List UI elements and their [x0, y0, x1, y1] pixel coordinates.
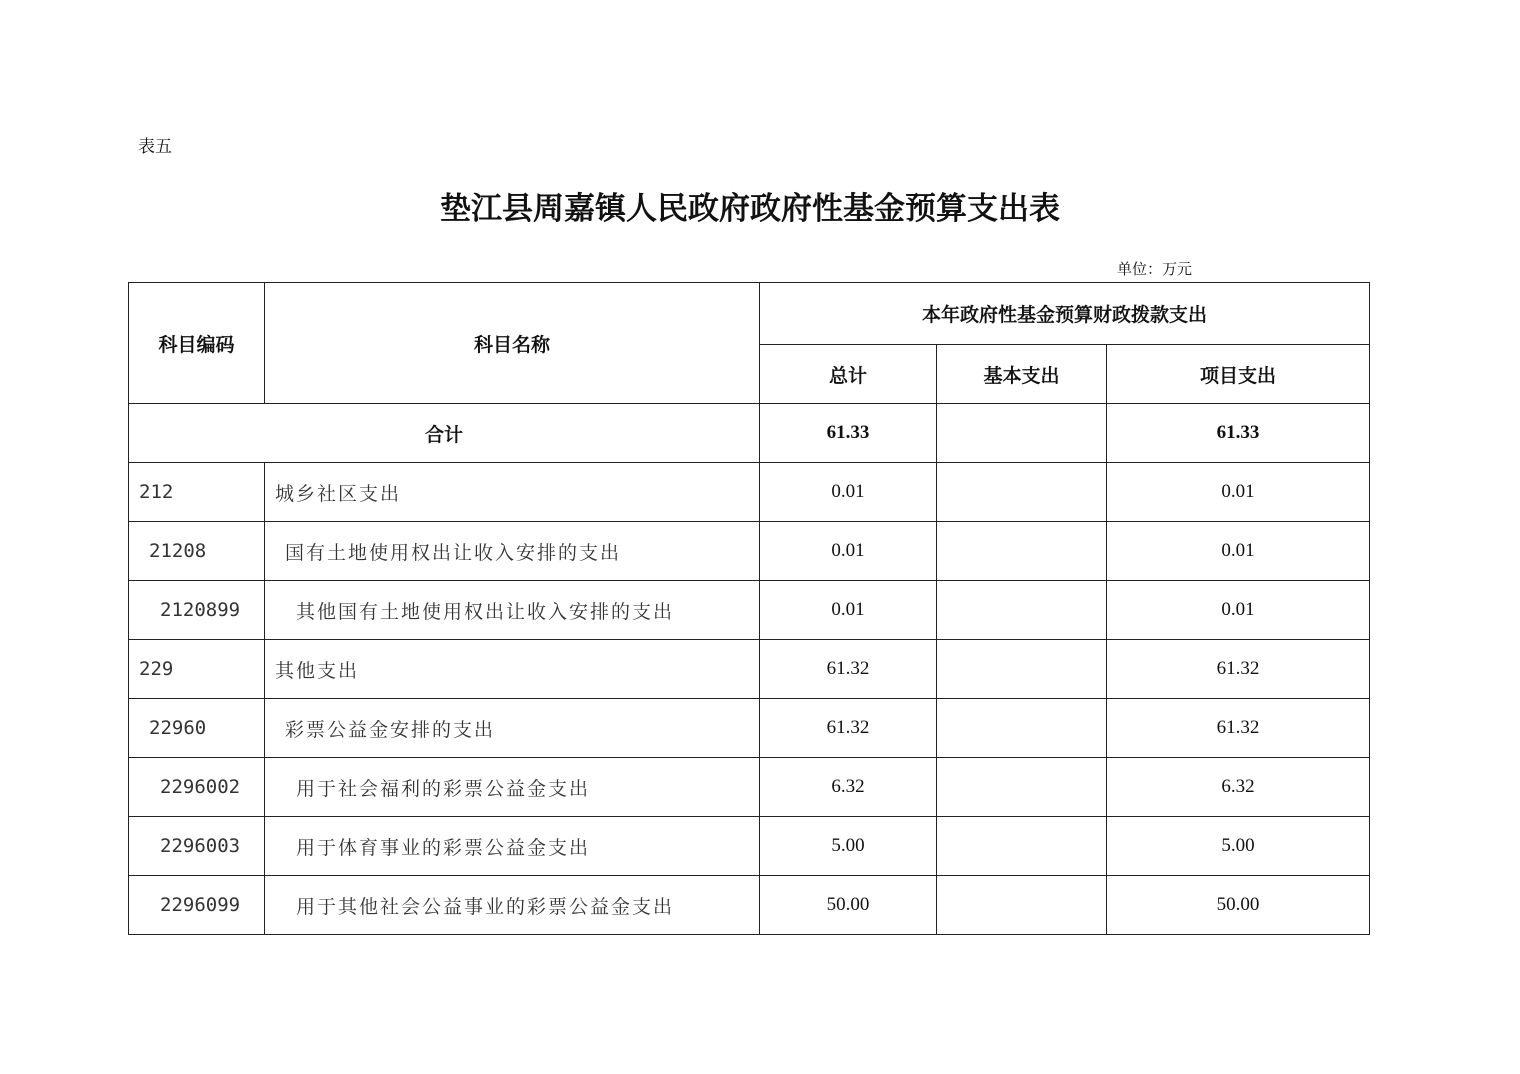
- row-total: 0.01: [760, 522, 937, 581]
- row-project: 61.32: [1107, 640, 1370, 699]
- row-basic: [937, 817, 1107, 876]
- row-code: 2296003: [129, 817, 265, 876]
- row-name: 国有土地使用权出让收入安排的支出: [265, 522, 760, 581]
- row-name: 用于体育事业的彩票公益金支出: [265, 817, 760, 876]
- row-name: 城乡社区支出: [265, 463, 760, 522]
- page-title: 垫江县周嘉镇人民政府政府性基金预算支出表: [440, 191, 1060, 227]
- header-group: 本年政府性基金预算财政拨款支出: [760, 283, 1370, 345]
- row-name: 用于社会福利的彩票公益金支出: [265, 758, 760, 817]
- header-basic: 基本支出: [937, 345, 1107, 404]
- table-row: [129, 640, 1370, 699]
- row-total: 50.00: [760, 876, 937, 935]
- summary-project: 61.33: [1107, 404, 1370, 463]
- summary-basic: [937, 404, 1107, 463]
- row-name: 其他国有土地使用权出让收入安排的支出: [265, 581, 760, 640]
- row-total: 61.32: [760, 640, 937, 699]
- header-project: 项目支出: [1107, 345, 1370, 404]
- table-row: [129, 522, 1370, 581]
- header-code: 科目编码: [129, 283, 265, 404]
- table-number-label: 表五: [138, 137, 172, 157]
- row-total: 5.00: [760, 817, 937, 876]
- row-project: 0.01: [1107, 463, 1370, 522]
- row-code: 22960: [129, 699, 265, 758]
- row-name: 用于其他社会公益事业的彩票公益金支出: [265, 876, 760, 935]
- row-total: 6.32: [760, 758, 937, 817]
- row-basic: [937, 581, 1107, 640]
- row-total: 61.32: [760, 699, 937, 758]
- row-code: 21208: [129, 522, 265, 581]
- row-name: 彩票公益金安排的支出: [265, 699, 760, 758]
- row-basic: [937, 758, 1107, 817]
- row-code: 2296099: [129, 876, 265, 935]
- row-total: 0.01: [760, 581, 937, 640]
- row-project: 61.32: [1107, 699, 1370, 758]
- row-code: 2296002: [129, 758, 265, 817]
- summary-label: 合计: [129, 404, 760, 463]
- table-row: [129, 876, 1370, 935]
- unit-label: 单位：万元: [1117, 260, 1193, 278]
- row-project: 6.32: [1107, 758, 1370, 817]
- row-project: 5.00: [1107, 817, 1370, 876]
- table-row: [129, 463, 1370, 522]
- row-project: 0.01: [1107, 522, 1370, 581]
- row-code: 2120899: [129, 581, 265, 640]
- table-row: [129, 817, 1370, 876]
- row-name: 其他支出: [265, 640, 760, 699]
- row-basic: [937, 463, 1107, 522]
- row-project: 0.01: [1107, 581, 1370, 640]
- row-basic: [937, 640, 1107, 699]
- budget-table: [128, 282, 1370, 935]
- header-name: 科目名称: [265, 283, 760, 404]
- summary-row: [129, 404, 1370, 463]
- table-row: [129, 699, 1370, 758]
- table-row: [129, 758, 1370, 817]
- row-project: 50.00: [1107, 876, 1370, 935]
- summary-total: 61.33: [760, 404, 937, 463]
- row-basic: [937, 522, 1107, 581]
- row-basic: [937, 699, 1107, 758]
- header-total: 总计: [760, 345, 937, 404]
- row-basic: [937, 876, 1107, 935]
- row-code: 212: [129, 463, 265, 522]
- row-code: 229: [129, 640, 265, 699]
- table-row: [129, 581, 1370, 640]
- row-total: 0.01: [760, 463, 937, 522]
